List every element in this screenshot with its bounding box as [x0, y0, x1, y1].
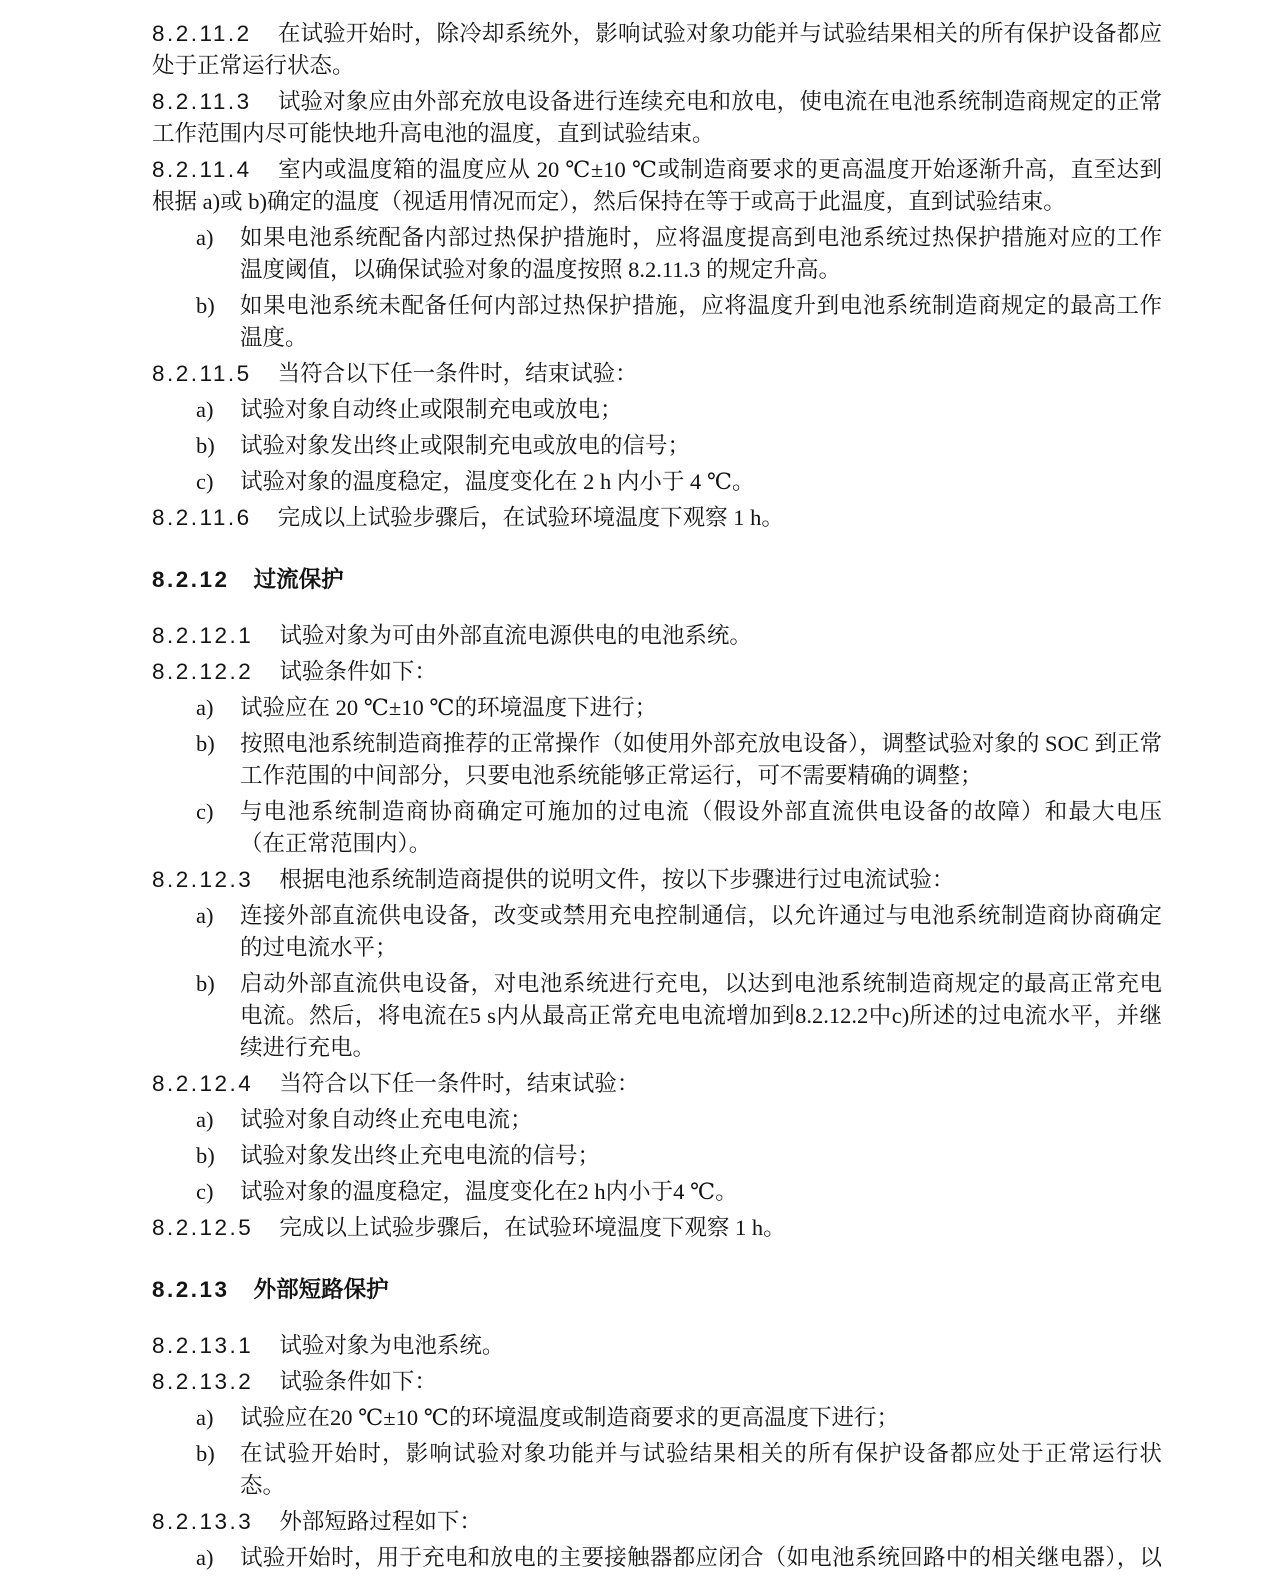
list-item-text: 试验对象的温度稳定，温度变化在 2 h 内小于 4 ℃。 — [240, 469, 755, 494]
list-marker: b) — [196, 433, 215, 458]
list-item-b — [152, 290, 1162, 354]
list-item-a — [152, 900, 1162, 964]
list-item-text: 启动外部直流供电设备，对电池系统进行充电，以达到电池系统制造商规定的最高正常充电电流。然后，将电流在5 s内从最高正常充电电流增加到8.2.12.2中c)所述的过电流水平，并继续进行充电。 — [240, 971, 1162, 1060]
clause-text: 根据电池系统制造商提供的说明文件，按以下步骤进行过电流试验： — [279, 867, 955, 892]
list-item-text: 试验应在20 ℃±10 ℃的环境温度或制造商要求的更高温度下进行； — [240, 1405, 899, 1430]
clause-number: 8.2.11.6 — [152, 505, 252, 530]
heading-number: 8.2.13 — [152, 1277, 230, 1302]
list-item-a — [152, 1402, 1162, 1434]
list-item-a-truncated — [152, 1542, 1162, 1574]
clause-8-2-12-1 — [152, 620, 1162, 652]
clause-number: 8.2.12.5 — [152, 1215, 254, 1240]
clause-text: 试验条件如下： — [279, 659, 437, 684]
list-marker: a) — [196, 225, 214, 250]
clause-text: 完成以上试验步骤后，在试验环境温度下观察 1 h。 — [277, 505, 784, 530]
list-marker: a) — [196, 695, 214, 720]
clause-number: 8.2.13.1 — [152, 1333, 254, 1358]
list-item-c — [152, 1176, 1162, 1208]
clause-number: 8.2.12.4 — [152, 1071, 254, 1096]
list-item-a — [152, 222, 1162, 286]
list-item-a — [152, 692, 1162, 724]
clause-text: 室内或温度箱的温度应从 20 ℃±10 ℃或制造商要求的更高温度开始逐渐升高，直至达到根据 a)或 b)确定的温度（视适用情况而定），然后保持在等于或高于此温度，直到试验结束。 — [152, 157, 1162, 214]
clause-8-2-12-2 — [152, 656, 1162, 688]
clause-number: 8.2.11.2 — [152, 21, 252, 46]
list-item-b — [152, 430, 1162, 462]
list-marker: b) — [196, 1143, 215, 1168]
clause-number: 8.2.13.2 — [152, 1369, 254, 1394]
clause-text: 外部短路过程如下： — [279, 1509, 482, 1534]
clause-text: 完成以上试验步骤后，在试验环境温度下观察 1 h。 — [279, 1215, 786, 1240]
list-marker: a) — [196, 1545, 214, 1570]
clause-number: 8.2.12.1 — [152, 623, 254, 648]
clause-text: 试验对象应由外部充放电设备进行连续充电和放电，使电流在电池系统制造商规定的正常工作范围内尽可能快地升高电池的温度，直到试验结束。 — [152, 89, 1162, 146]
list-item-text: 试验开始时，用于充电和放电的主要接触器都应闭合（如电池系统回路中的相关继电器），以 — [240, 1545, 1162, 1570]
clause-number: 8.2.13.3 — [152, 1509, 254, 1534]
clause-8-2-13-1 — [152, 1330, 1162, 1362]
list-marker: a) — [196, 903, 214, 928]
clause-8-2-11-4 — [152, 154, 1162, 218]
heading-title: 过流保护 — [253, 567, 344, 592]
list-item-text: 如果电池系统配备内部过热保护措施时，应将温度提高到电池系统过热保护措施对应的工作温度阈值，以确保试验对象的温度按照 8.2.11.3 的规定升高。 — [240, 225, 1162, 282]
list-marker: c) — [196, 1179, 214, 1204]
clause-8-2-12-4 — [152, 1068, 1162, 1100]
list-item-text: 在试验开始时，影响试验对象功能并与试验结果相关的所有保护设备都应处于正常运行状态。 — [240, 1441, 1162, 1498]
clause-number: 8.2.11.3 — [152, 89, 252, 114]
list-item-c — [152, 796, 1162, 860]
list-marker: a) — [196, 1107, 214, 1132]
clause-8-2-12-5 — [152, 1212, 1162, 1244]
list-item-text: 试验对象自动终止充电电流； — [240, 1107, 533, 1132]
list-item-text: 试验应在 20 ℃±10 ℃的环境温度下进行； — [240, 695, 658, 720]
list-item-b — [152, 1438, 1162, 1502]
list-item-text: 按照电池系统制造商推荐的正常操作（如使用外部充放电设备），调整试验对象的 SOC 到正常工作范围的中间部分，只要电池系统能够正常运行，可不需要精确的调整； — [240, 731, 1162, 788]
clause-text: 试验对象为电池系统。 — [279, 1333, 505, 1358]
list-item-text: 试验对象发出终止或限制充电或放电的信号； — [240, 433, 691, 458]
list-marker: b) — [196, 971, 215, 996]
list-marker: b) — [196, 1441, 215, 1466]
clause-text: 当符合以下任一条件时，结束试验： — [277, 361, 638, 386]
list-item-text: 连接外部直流供电设备，改变或禁用充电控制通信，以允许通过与电池系统制造商协商确定的过电流水平； — [240, 903, 1162, 960]
clause-number: 8.2.12.2 — [152, 659, 254, 684]
clause-8-2-11-5 — [152, 358, 1162, 390]
clause-8-2-12-3 — [152, 864, 1162, 896]
clause-number: 8.2.11.5 — [152, 361, 252, 386]
heading-8-2-12 — [152, 564, 1162, 596]
list-marker: a) — [196, 1405, 214, 1430]
list-item-text: 试验对象发出终止充电电流的信号； — [240, 1143, 601, 1168]
clause-number: 8.2.11.4 — [152, 157, 252, 182]
list-item-a — [152, 394, 1162, 426]
heading-8-2-13 — [152, 1274, 1162, 1306]
list-item-text: 试验对象自动终止或限制充电或放电； — [240, 397, 623, 422]
clause-8-2-11-6 — [152, 502, 1162, 534]
heading-number: 8.2.12 — [152, 567, 230, 592]
list-item-c — [152, 466, 1162, 498]
list-item-text: 与电池系统制造商协商确定可施加的过电流（假设外部直流供电设备的故障）和最大电压（在正常范围内）。 — [240, 799, 1162, 856]
clause-8-2-11-3 — [152, 86, 1162, 150]
list-item-text: 试验对象的温度稳定，温度变化在2 h内小于4 ℃。 — [240, 1179, 738, 1204]
list-marker: b) — [196, 731, 215, 756]
list-item-b — [152, 728, 1162, 792]
clause-8-2-11-2 — [152, 18, 1162, 82]
clause-text: 当符合以下任一条件时，结束试验： — [279, 1071, 640, 1096]
clause-text: 在试验开始时，除冷却系统外，影响试验对象功能并与试验结果相关的所有保护设备都应处于正常运行状态。 — [152, 21, 1162, 78]
clause-number: 8.2.12.3 — [152, 867, 254, 892]
list-marker: b) — [196, 293, 215, 318]
clause-text: 试验条件如下： — [279, 1369, 437, 1394]
list-item-a — [152, 1104, 1162, 1136]
clause-8-2-13-3 — [152, 1506, 1162, 1538]
list-marker: a) — [196, 397, 214, 422]
list-item-b — [152, 1140, 1162, 1172]
list-item-b — [152, 968, 1162, 1064]
clause-text: 试验对象为可由外部直流电源供电的电池系统。 — [279, 623, 752, 648]
list-marker: c) — [196, 799, 214, 824]
list-item-text: 如果电池系统未配备任何内部过热保护措施，应将温度升到电池系统制造商规定的最高工作温度。 — [240, 293, 1162, 350]
heading-title: 外部短路保护 — [253, 1277, 389, 1302]
list-marker: c) — [196, 469, 214, 494]
clause-8-2-13-2 — [152, 1366, 1162, 1398]
